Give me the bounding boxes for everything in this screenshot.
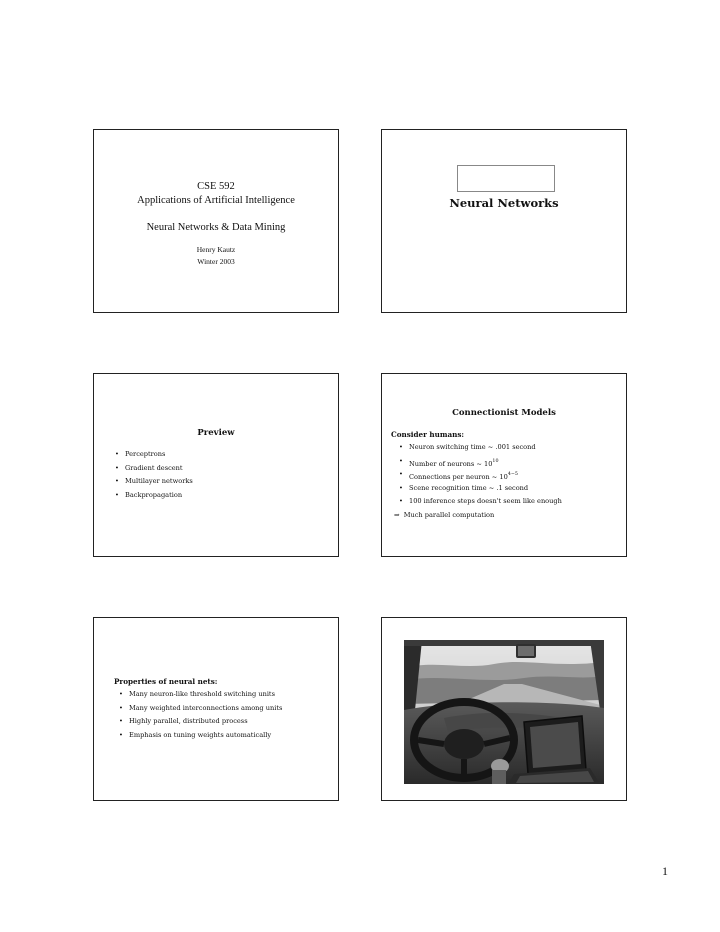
page-number: 1 [662, 864, 668, 878]
bullet-icon: • [119, 730, 123, 739]
bullet-icon: • [115, 477, 119, 486]
topic: Neural Networks & Data Mining [146, 222, 286, 233]
slide-section-title [381, 129, 627, 313]
list-item: • Many neuron-like threshold switching units [118, 688, 282, 702]
exponent: 10 [492, 458, 499, 464]
list-item: • Scene recognition time ~ .1 second [398, 482, 562, 496]
slide-properties [93, 617, 339, 801]
slide-subheading: Properties of neural nets: [114, 677, 218, 686]
list-item: • Emphasis on tuning weights automatically [118, 729, 282, 743]
bullet-icon: • [119, 690, 123, 698]
facts-list [398, 441, 562, 509]
properties-list [118, 688, 282, 742]
bullet-icon: • [399, 443, 403, 451]
bullet-icon: • [399, 497, 403, 506]
course-title: Applications of Artificial Intelligence [137, 195, 295, 206]
slide-heading: Connectionist Models [452, 408, 556, 418]
list-item: • Perceptrons [114, 448, 193, 462]
list-item: • Gradient descent [114, 462, 193, 476]
list-item: • Neuron switching time ~ .001 second [398, 441, 562, 455]
course-code: CSE 592 [197, 181, 235, 192]
slide-heading: Preview [197, 428, 235, 438]
bullet-icon: • [119, 717, 123, 726]
slide-photo [381, 617, 627, 801]
slide-title [93, 129, 339, 313]
list-item: • Number of neurons ~ $10^{10}$ [399, 456, 499, 468]
list-item: • Connections per neuron ~ $10^{4-5}$ [399, 470, 518, 482]
list-item: • Many weighted interconnections among units [118, 702, 282, 716]
bullet-icon: • [399, 470, 403, 479]
bullet-icon: • [399, 456, 403, 465]
bullet-icon: • [115, 463, 119, 472]
list-item: • Multilayer networks [114, 475, 193, 489]
conclusion-line [394, 511, 494, 519]
slide-preview [93, 373, 339, 557]
conclusion-text: Much parallel computation [403, 511, 495, 519]
section-title: Neural Networks [449, 196, 559, 210]
car-interior-photo [404, 640, 604, 784]
implies-arrow-icon: ⇒ [394, 511, 400, 519]
bullet-icon: • [399, 483, 403, 492]
bullet-icon: • [115, 450, 119, 458]
bullet-icon: • [115, 490, 119, 499]
list-item: • Highly parallel, distributed process [118, 715, 282, 729]
empty-frame [457, 165, 555, 192]
term: Winter 2003 [197, 257, 235, 266]
author: Henry Kautz [196, 245, 236, 254]
exponent: 4−5 [507, 472, 518, 478]
slide-connectionist-models [381, 373, 627, 557]
list-item: • 100 inference steps doesn't seem like enough [398, 495, 562, 509]
list-item: • Backpropagation [114, 489, 193, 503]
bullet-icon: • [119, 703, 123, 712]
slide-subheading: Consider humans: [391, 430, 465, 439]
preview-list [114, 448, 193, 502]
